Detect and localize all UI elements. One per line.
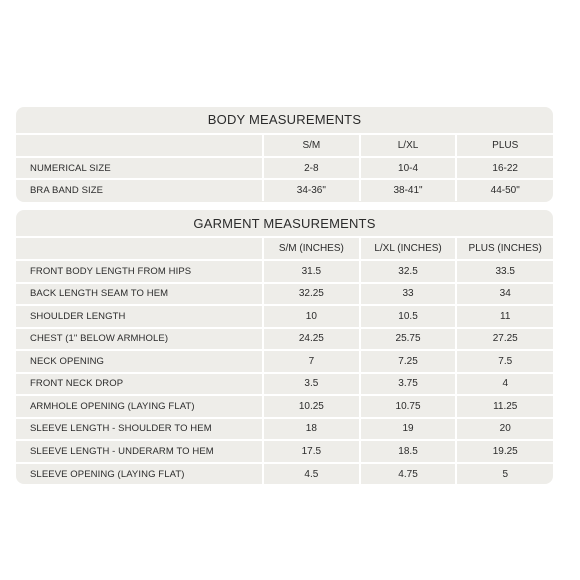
table-row bbox=[16, 395, 553, 418]
table-row bbox=[16, 328, 553, 351]
table-cell: 25.75 bbox=[360, 328, 457, 351]
table-cell: 19 bbox=[360, 418, 457, 441]
row-label: BACK LENGTH SEAM TO HEM bbox=[16, 283, 263, 306]
table-cell: 10.25 bbox=[263, 395, 360, 418]
column-header: S/M (INCHES) bbox=[263, 238, 360, 260]
table-row bbox=[16, 463, 553, 485]
column-header: L/XL bbox=[360, 135, 457, 157]
table-row bbox=[16, 157, 553, 179]
table-row bbox=[16, 350, 553, 373]
table-cell: 5 bbox=[502, 468, 508, 480]
table-cell: 17.5 bbox=[263, 440, 360, 463]
table-row bbox=[16, 440, 553, 463]
table-cell: 16-22 bbox=[456, 157, 553, 179]
row-label: FRONT NECK DROP bbox=[16, 373, 263, 396]
column-header: S/M bbox=[263, 135, 360, 157]
table-cell: 34-36" bbox=[263, 179, 360, 201]
table-cell: 10 bbox=[263, 305, 360, 328]
table-cell: 3.75 bbox=[360, 373, 457, 396]
row-label: SLEEVE OPENING (LAYING FLAT) bbox=[16, 463, 263, 485]
table-cell: 2-8 bbox=[263, 157, 360, 179]
table-cell: 31.5 bbox=[263, 260, 360, 283]
garment-measurements-table bbox=[16, 238, 553, 484]
table-cell: 32.25 bbox=[263, 283, 360, 306]
table-cell: 44-50" bbox=[490, 185, 520, 196]
table-cell: 24.25 bbox=[263, 328, 360, 351]
table-row bbox=[16, 260, 553, 283]
garment-measurements-title: GARMENT MEASUREMENTS bbox=[16, 210, 553, 238]
row-label: NECK OPENING bbox=[16, 350, 263, 373]
table-row bbox=[16, 283, 553, 306]
table-cell: 4 bbox=[456, 373, 553, 396]
row-label: ARMHOLE OPENING (LAYING FLAT) bbox=[16, 395, 263, 418]
table-cell: 10.75 bbox=[360, 395, 457, 418]
column-header: PLUS bbox=[456, 135, 553, 157]
table-cell: 7 bbox=[263, 350, 360, 373]
table-cell: 18.5 bbox=[360, 440, 457, 463]
table-cell: 10-4 bbox=[360, 157, 457, 179]
table-cell: 7.25 bbox=[360, 350, 457, 373]
table-header-row bbox=[16, 238, 553, 260]
table-cell: 20 bbox=[456, 418, 553, 441]
table-cell: 7.5 bbox=[456, 350, 553, 373]
table-cell: 3.5 bbox=[263, 373, 360, 396]
row-label: SLEEVE LENGTH - UNDERARM TO HEM bbox=[16, 440, 263, 463]
table-cell: 10.5 bbox=[360, 305, 457, 328]
table-header-row bbox=[16, 135, 553, 157]
table-cell: 34 bbox=[456, 283, 553, 306]
row-label: SHOULDER LENGTH bbox=[16, 305, 263, 328]
table-cell: 11.25 bbox=[456, 395, 553, 418]
body-measurements-table bbox=[16, 135, 553, 201]
table-cell: 33 bbox=[360, 283, 457, 306]
body-measurements-title: BODY MEASUREMENTS bbox=[16, 107, 553, 135]
table-cell: 27.25 bbox=[456, 328, 553, 351]
row-label: NUMERICAL SIZE bbox=[16, 157, 263, 179]
row-label: BRA BAND SIZE bbox=[16, 179, 263, 201]
row-label: SLEEVE LENGTH - SHOULDER TO HEM bbox=[16, 418, 263, 441]
row-label: CHEST (1" BELOW ARMHOLE) bbox=[16, 328, 263, 351]
garment-measurements-panel bbox=[16, 210, 553, 484]
column-header: L/XL (INCHES) bbox=[360, 238, 457, 260]
column-header bbox=[16, 135, 263, 157]
table-row bbox=[16, 418, 553, 441]
row-label: FRONT BODY LENGTH FROM HIPS bbox=[16, 260, 263, 283]
column-header bbox=[16, 238, 263, 260]
table-cell: 33.5 bbox=[456, 260, 553, 283]
table-cell: 4.75 bbox=[360, 463, 457, 485]
table-cell: 38-41" bbox=[360, 179, 457, 201]
table-row bbox=[16, 179, 553, 201]
table-cell: 4.5 bbox=[263, 463, 360, 485]
table-cell: 11 bbox=[456, 305, 553, 328]
table-row bbox=[16, 373, 553, 396]
column-header: PLUS (INCHES) bbox=[456, 238, 553, 260]
body-measurements-panel bbox=[16, 107, 553, 202]
table-cell: 19.25 bbox=[456, 440, 553, 463]
table-cell: 18 bbox=[263, 418, 360, 441]
table-cell: 32.5 bbox=[360, 260, 457, 283]
table-row bbox=[16, 305, 553, 328]
